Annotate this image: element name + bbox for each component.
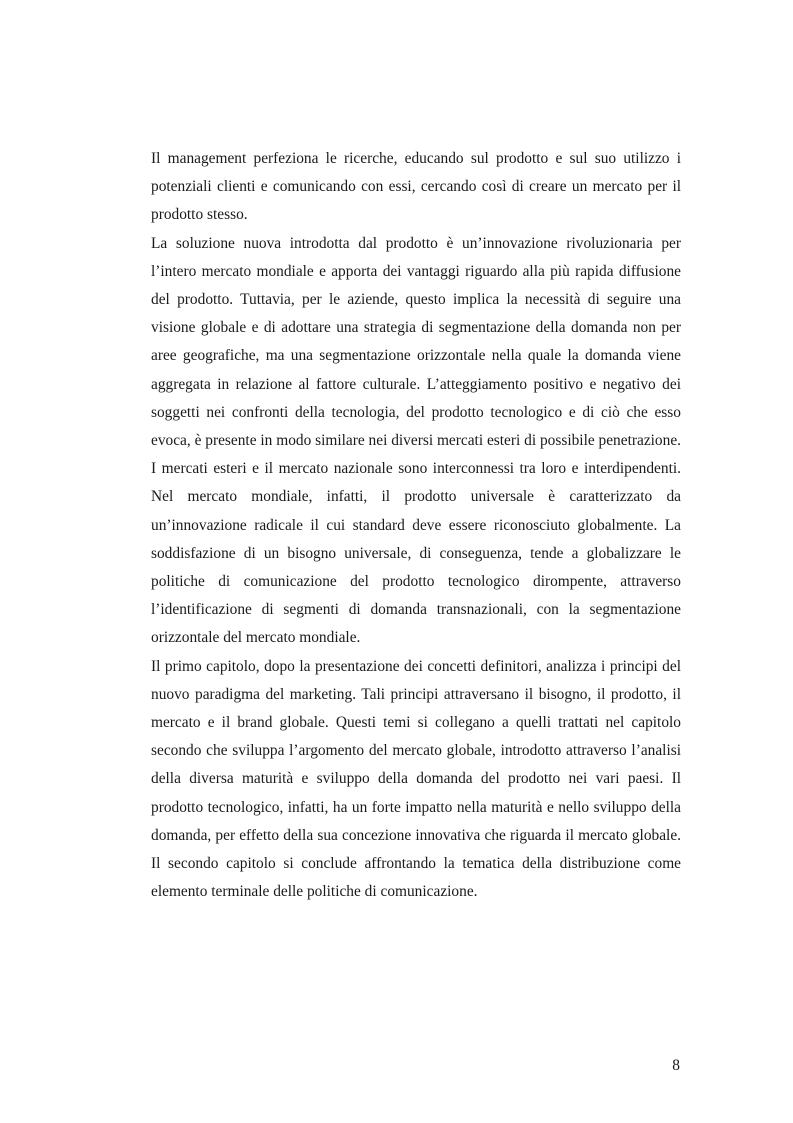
page-number: 8 — [672, 1057, 680, 1074]
paragraph-soluzione: La soluzione nuova introdotta dal prodotto è un’innovazione rivoluzionaria per l’intero mercato mondiale e apporta dei vantaggi riguardo alla più rapida diffusione del prodotto. Tuttavia, per le aziende, questo implica la necessità di seguire una visione globale e di adottare una strategia di segmentazione della domanda non per aree geografiche, ma una segmentazione orizzontale nella quale la domanda viene aggregata in relazione al fattore culturale. L’atteggiamento positivo e negativo dei soggetti nei confronti della tecnologia, del prodotto tecnologico e di ciò che esso evoca, è presente in modo similare nei diversi mercati esteri di possibile penetrazione. I mercati esteri e il mercato nazionale sono interconnessi tra loro e interdipendenti. Nel mercato mondiale, infatti, il prodotto universale è caratterizzato da un’innovazione radicale il cui standard deve essere riconosciuto globalmente. La soddisfazione di un bisogno universale, di conseguenza, tende a globalizzare le politiche di comunicazione del prodotto tecnologico dirompente, attraverso l’identificazione di segmenti di domanda transnazionali, con la segmentazione orizzontale del mercato mondiale. — [151, 234, 681, 647]
paragraph-primo-capitolo: Il primo capitolo, dopo la presentazione dei concetti definitori, analizza i principi del nuovo paradigma del marketing. Tali principi attraversano il bisogno, il prodotto, il mercato e il brand globale. Questi temi si collegano a quelli trattati nel capitolo secondo che sviluppa l’argomento del mercato globale, introdotto attraverso l’analisi della diversa maturità e sviluppo della domanda del prodotto nei vari paesi. Il prodotto tecnologico, infatti, ha un forte impatto nella maturità e nello sviluppo della domanda, per effetto della sua concezione innovativa che riguarda il mercato globale. Il secondo capitolo si conclude affrontando la tematica della distribuzione come elemento terminale delle politiche di comunicazione. — [151, 657, 681, 901]
body-text — [151, 145, 681, 906]
paragraph-management: Il management perfeziona le ricerche, educando sul prodotto e sul suo utilizzo i potenziali clienti e comunicando con essi, cercando così di creare un mercato per il prodotto stesso. — [151, 150, 681, 224]
